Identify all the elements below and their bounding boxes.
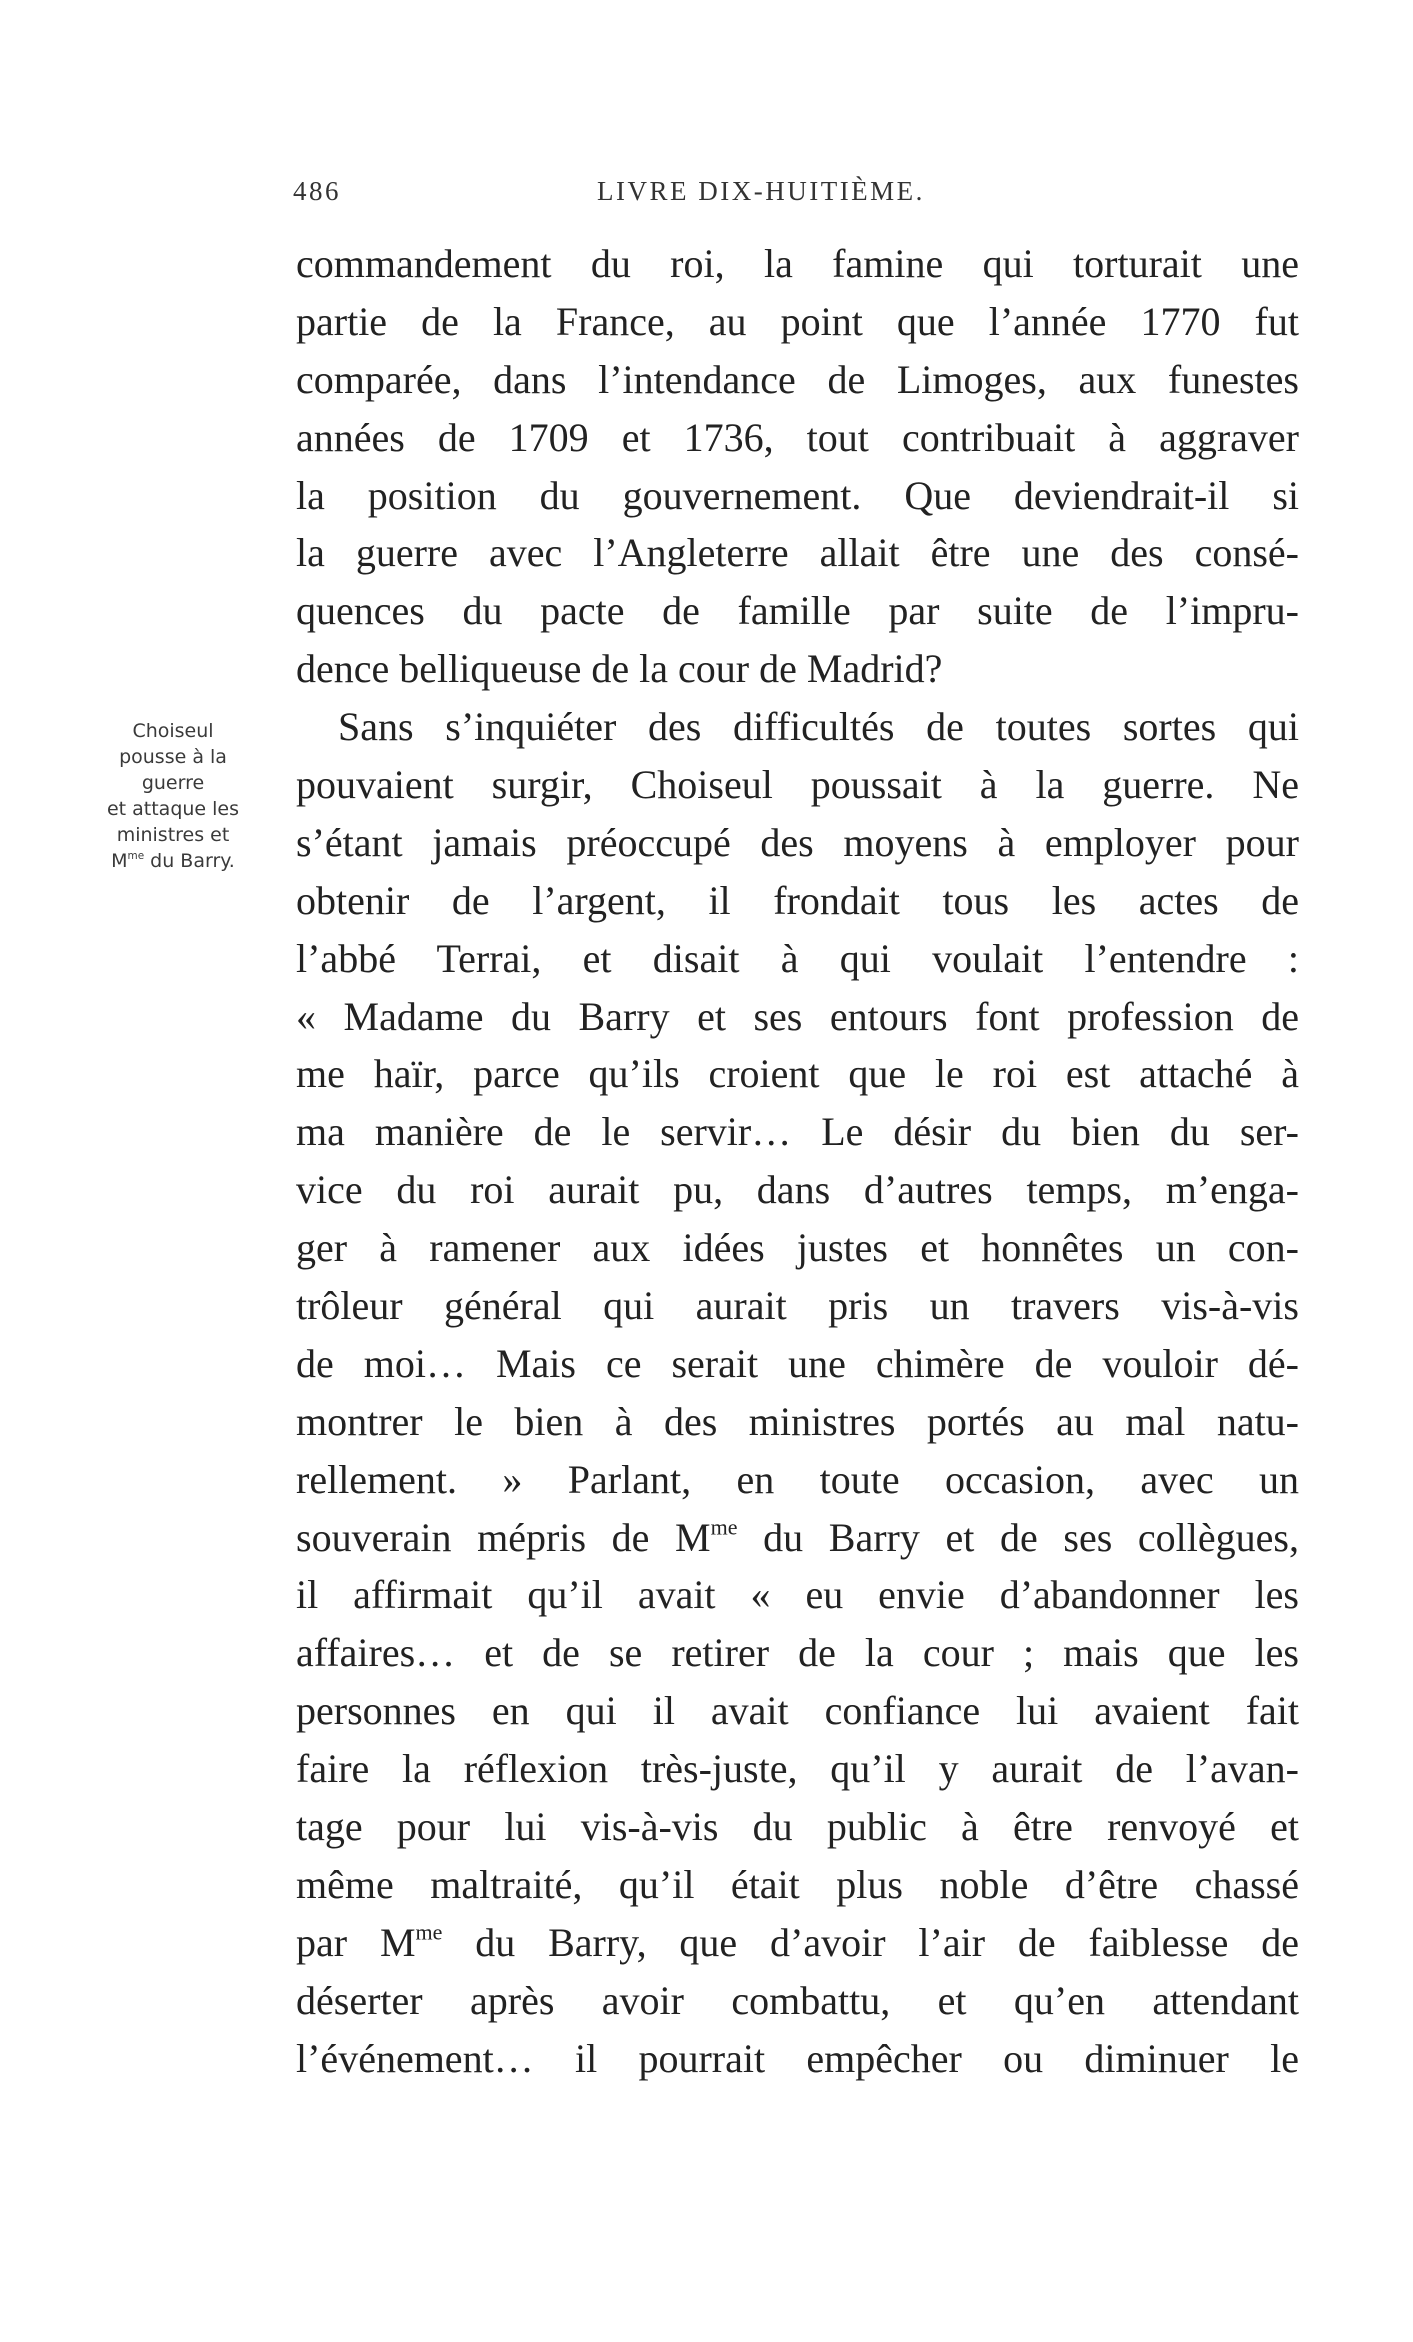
- book-title: LIVRE DIX-HUITIÈME.: [597, 176, 925, 206]
- body-text: [296, 235, 1299, 2088]
- margin-note-line: guerre: [141, 772, 205, 794]
- text-line: ger à ramener aux idées justes et honnêtes un con-: [296, 1225, 1299, 1271]
- text-line: « Madame du Barry et ses entours font profession de: [296, 993, 1299, 1039]
- margin-note-line: et attaque les: [106, 798, 240, 820]
- text-line: trôleur général qui aurait pris un travers vis-à-vis: [296, 1283, 1299, 1329]
- text-line: il affirmait qu’il avait « eu envie d’abandonner les: [296, 1572, 1299, 1618]
- text-line: montrer le bien à des ministres portés au mal natu-: [296, 1398, 1299, 1444]
- text-line: personnes en qui il avait confiance lui avaient fait: [296, 1688, 1299, 1734]
- text-line: dence belliqueuse de la cour de Madrid?: [296, 646, 943, 692]
- margin-note-line: $M^{me}$ du Barry.: [111, 850, 235, 872]
- text-line: de moi… Mais ce serait une chimère de vouloir dé-: [296, 1340, 1299, 1386]
- running-head: [293, 176, 1293, 212]
- text-line: l’événement… il pourrait empêcher ou diminuer le: [296, 2035, 1299, 2081]
- text-line: Sans s’inquiéter des difficultés de toutes sortes qui: [338, 704, 1299, 750]
- margin-note: [84, 718, 262, 874]
- text-line: tage pour lui vis-à-vis du public à être renvoyé et: [296, 1804, 1299, 1850]
- text-line: souverain mépris de $M^{me}$ du Barry et de ses collègues,: [296, 1514, 1299, 1560]
- text-line: même maltraité, qu’il était plus noble d’être chassé: [296, 1861, 1299, 1907]
- text-line: années de 1709 et 1736, tout contribuait à aggraver: [296, 414, 1299, 460]
- text-line: l’abbé Terrai, et disait à qui voulait l’entendre :: [296, 935, 1299, 981]
- text-line: commandement du roi, la famine qui torturait une: [296, 241, 1299, 286]
- text-line: ma manière de le servir… Le désir du bien du ser-: [296, 1109, 1299, 1155]
- margin-note-line: pousse à la: [119, 746, 227, 768]
- text-line: faire la réflexion très-juste, qu’il y aurait de l’avan-: [296, 1746, 1299, 1792]
- text-line: par $M^{me}$ du Barry, que d’avoir l’air de faiblesse de: [296, 1919, 1300, 1965]
- page-number: 486: [293, 176, 341, 206]
- text-line: la position du gouvernement. Que deviendrait-il si: [296, 472, 1299, 518]
- text-line: partie de la France, au point que l’année 1770 fut: [296, 298, 1299, 344]
- text-line: déserter après avoir combattu, et qu’en attendant: [296, 1977, 1299, 2023]
- text-line: comparée, dans l’intendance de Limoges, aux funestes: [296, 356, 1299, 402]
- text-line: s’étant jamais préoccupé des moyens à employer pour: [296, 819, 1299, 865]
- text-line: vice du roi aurait pu, dans d’autres temps, m’enga-: [296, 1167, 1299, 1213]
- text-line: la guerre avec l’Angleterre allait être une des consé-: [296, 530, 1299, 576]
- text-line: affaires… et de se retirer de la cour ; mais que les: [296, 1630, 1299, 1676]
- text-line: pouvaient surgir, Choiseul poussait à la guerre. Ne: [296, 762, 1299, 808]
- text-line: quences du pacte de famille par suite de l’impru-: [296, 588, 1299, 634]
- text-line: rellement. » Parlant, en toute occasion, avec un: [296, 1456, 1299, 1502]
- margin-note-line: ministres et: [116, 824, 230, 846]
- text-line: me haïr, parce qu’ils croient que le roi est attaché à: [296, 1051, 1299, 1097]
- margin-note-line: Choiseul: [132, 720, 214, 742]
- text-line: obtenir de l’argent, il frondait tous les actes de: [296, 877, 1299, 923]
